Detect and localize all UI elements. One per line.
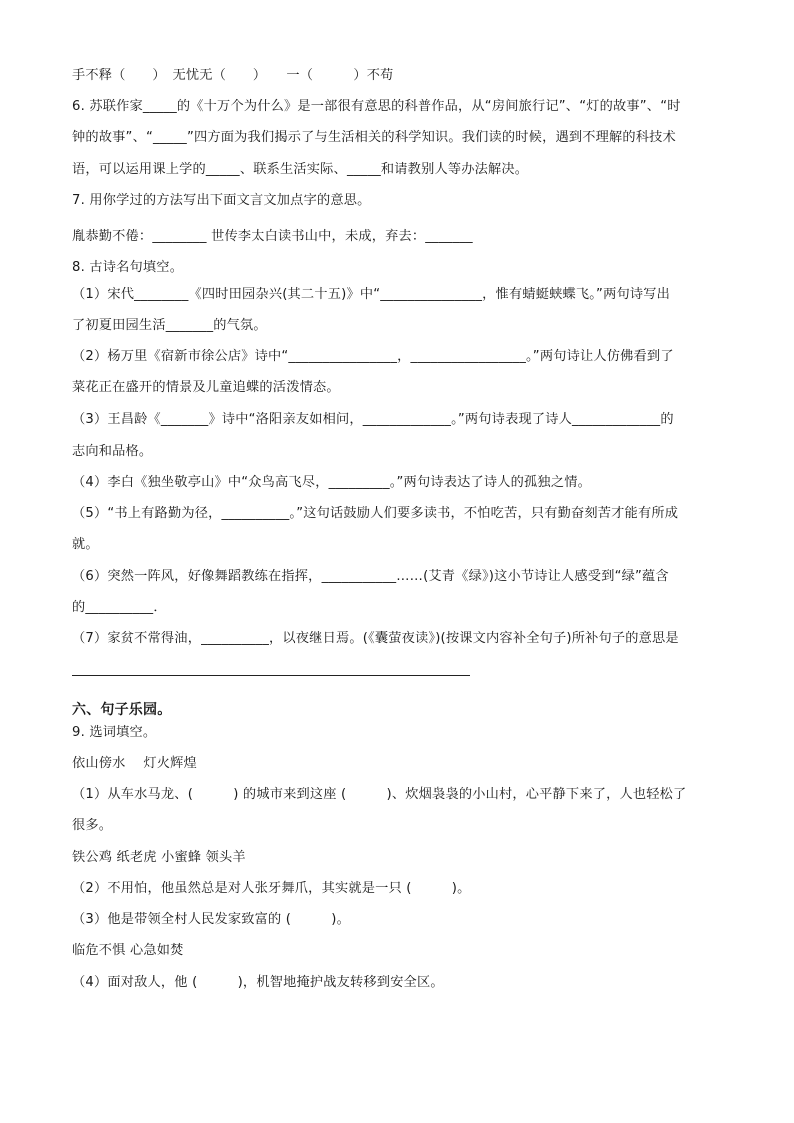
question-8-3-line-2: 志向和品格。	[72, 444, 153, 459]
word-bank-3: 临危不惧 心急如焚	[72, 943, 184, 958]
question-8-title: 8. 古诗名句填空。	[72, 260, 184, 275]
idiom-fill-line: 手不释（ ） 无忧无（ ） 一（ ）不苟	[72, 68, 394, 83]
question-8-2-line-1: （2）杨万里《宿新市徐公店》诗中“________________，_________________。”两句诗让人仿佛看到了	[72, 349, 674, 364]
question-9-1-line-1: （1）从车水马龙、( ) 的城市来到这座 ( )、炊烟袅袅的小山村，心平静下来了，人也轻松了	[72, 787, 687, 802]
question-8-2-line-2: 菜花正在盛开的情景及儿童追蝶的活泼情态。	[72, 380, 340, 395]
question-8-4-line: （4）李白《独坐敬亭山》中“众鸟高飞尽，_________。”两句诗表达了诗人的孤独之情。	[72, 475, 591, 490]
word-bank-2: 铁公鸡 纸老虎 小蜜蜂 领头羊	[72, 850, 246, 865]
answer-underline	[72, 675, 470, 676]
question-7-title: 7. 用你学过的方法写出下面文言文加点字的意思。	[72, 193, 371, 208]
question-8-7-line: （7）家贫不常得油，__________，以夜继日焉。(《囊萤夜读》)(按课文内容补全句子)所补句子的意思是	[72, 631, 679, 646]
question-8-3-line-1: （3）王昌龄《_______》诗中“洛阳亲友如相问，_____________。”两句诗表现了诗人_____________的	[72, 412, 674, 427]
question-9-3-line: （3）他是带领全村人民发家致富的 ( )。	[72, 912, 351, 927]
section-6-heading: 六、句子乐园。	[72, 702, 172, 718]
question-8-6-line-1: （6）突然一阵风，好像舞蹈教练在指挥，___________……(艾青《绿》)这小节诗让人感受到“绿”蕴含	[72, 569, 669, 584]
question-8-1-line-2: 了初夏田园生活_______的气氛。	[72, 318, 267, 333]
word-bank-1: 依山傍水 灯火辉煌	[72, 756, 197, 771]
question-8-1-line-1: （1）宋代________《四时田园杂兴(其二十五)》中“_______________，惟有蜻蜓蛱蝶飞。”两句诗写出	[72, 287, 671, 302]
question-6-line-2: 钟的故事”、“_____”四方面为我们揭示了与生活相关的科学知识。我们读的时候，遇到不理解的科技术	[72, 130, 676, 145]
question-6-line-1: 6. 苏联作家_____的《十万个为什么》是一部很有意思的科普作品，从“房间旅行记”、“灯的故事”、“时	[72, 99, 681, 114]
question-9-4-line: （4）面对敌人，他 ( )，机智地掩护战友转移到安全区。	[72, 975, 444, 990]
question-9-2-line: （2）不用怕，他虽然总是对人张牙舞爪，其实就是一只 ( )。	[72, 881, 471, 896]
question-8-5-line-1: （5）“书上有路勤为径，__________。”这句话鼓励人们要多读书，不怕吃苦，只有勤奋刻苦才能有所成	[72, 506, 679, 521]
question-8-6-line-2: 的__________．	[72, 600, 167, 615]
question-8-5-line-2: 就。	[72, 537, 99, 552]
question-7-prompt: 胤恭勤不倦：________ 世传李太白读书山中，未成，弃去：_______	[72, 229, 473, 244]
question-9-title: 9. 选词填空。	[72, 725, 157, 740]
question-9-1-line-2: 很多。	[72, 818, 113, 833]
question-6-line-3: 语，可以运用课上学的_____、联系生活实际、_____和请教别人等办法解决。	[72, 162, 529, 177]
